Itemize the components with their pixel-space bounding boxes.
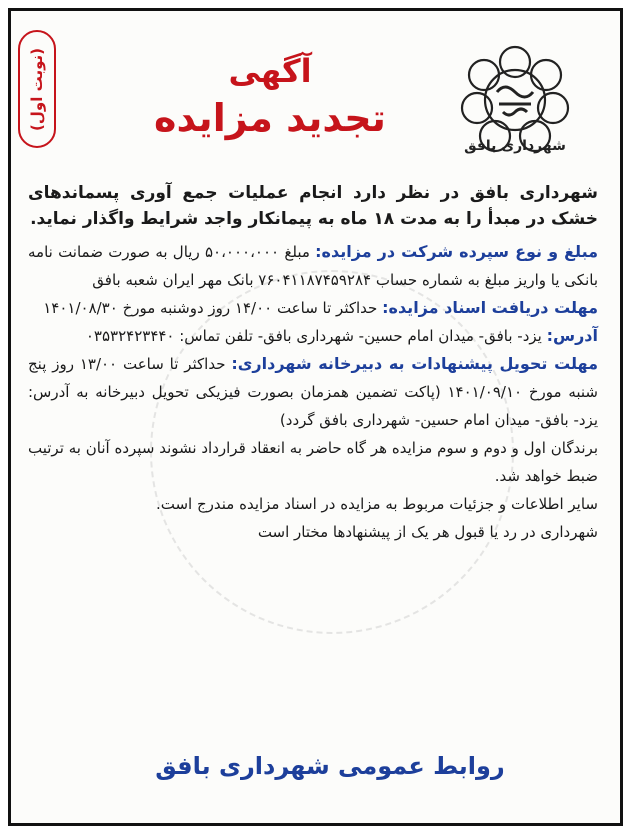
delivery-paragraph	[28, 350, 598, 434]
note-rights: شهرداری در رد یا قبول هر یک از پیشنهادها مختار است	[257, 523, 598, 541]
logo-caption: شهرداری بافق	[464, 138, 566, 154]
note-winners: برندگان اول و دوم و سوم مزایده هر گاه حاضر به انعقاد قرارداد نشوند سپرده آنان به ترتیب ضبط خواهد شد.	[28, 439, 598, 485]
deposit-label: مبلغ و نوع سپرده شرکت در مزایده:	[315, 242, 599, 261]
notice-title: آگهی	[228, 52, 312, 90]
documents-paragraph	[28, 294, 598, 322]
intro-paragraph: شهرداری بافق در نظر دارد انجام عملیات جمع آوری پسماندهای خشک در مبدأ را به مدت ۱۸ ماه به پیمانکار واجد شرایط واگذار نماید.	[28, 183, 598, 229]
deposit-text: مبلغ ۵۰،۰۰۰،۰۰۰ ریال به صورت ضمانت نامه بانکی یا واریز مبلغ به شماره حساب ۷۶۰۴۱۱۸۷۴۵۹۲۸۴ بانک مهر ایران شعبه بافق	[28, 243, 598, 289]
note-details: سایر اطلاعات و جزئیات مربوط به مزایده در اسناد مزایده مندرج است.	[155, 495, 598, 513]
documents-label: مهلت دریافت اسناد مزایده:	[382, 298, 598, 317]
documents-text: حداکثر تا ساعت ۱۴/۰۰ روز دوشنبه مورخ ۱۴۰۱/۰۸/۳۰	[43, 299, 378, 317]
badge-text: (نوبت اول)	[28, 47, 46, 131]
address-text: یزد- بافق- میدان امام حسین- شهرداری بافق- تلفن تماس: ۰۳۵۳۲۴۲۳۴۴۰	[85, 327, 542, 345]
notice-body	[28, 180, 598, 546]
deposit-paragraph	[28, 238, 598, 294]
notice-subtitle: تجدید مزایده	[154, 96, 386, 140]
address-label: آدرس:	[546, 326, 598, 345]
insertion-badge	[18, 30, 56, 148]
delivery-text: حداکثر تا ساعت ۱۳/۰۰ روز پنج شنبه مورخ ۱۴۰۱/۰۹/۱۰ (پاکت تضمین همزمان بصورت فیزیکی تحویل دبیرخانه به آدرس: یزد- بافق- میدان امام حسین- شهرداری بافق گردد)	[28, 355, 598, 429]
delivery-label: مهلت تحویل پیشنهادات به دبیرخانه شهرداری:	[231, 354, 599, 373]
address-paragraph	[28, 322, 598, 350]
footer-signature: روابط عمومی شهرداری بافق	[155, 752, 505, 780]
